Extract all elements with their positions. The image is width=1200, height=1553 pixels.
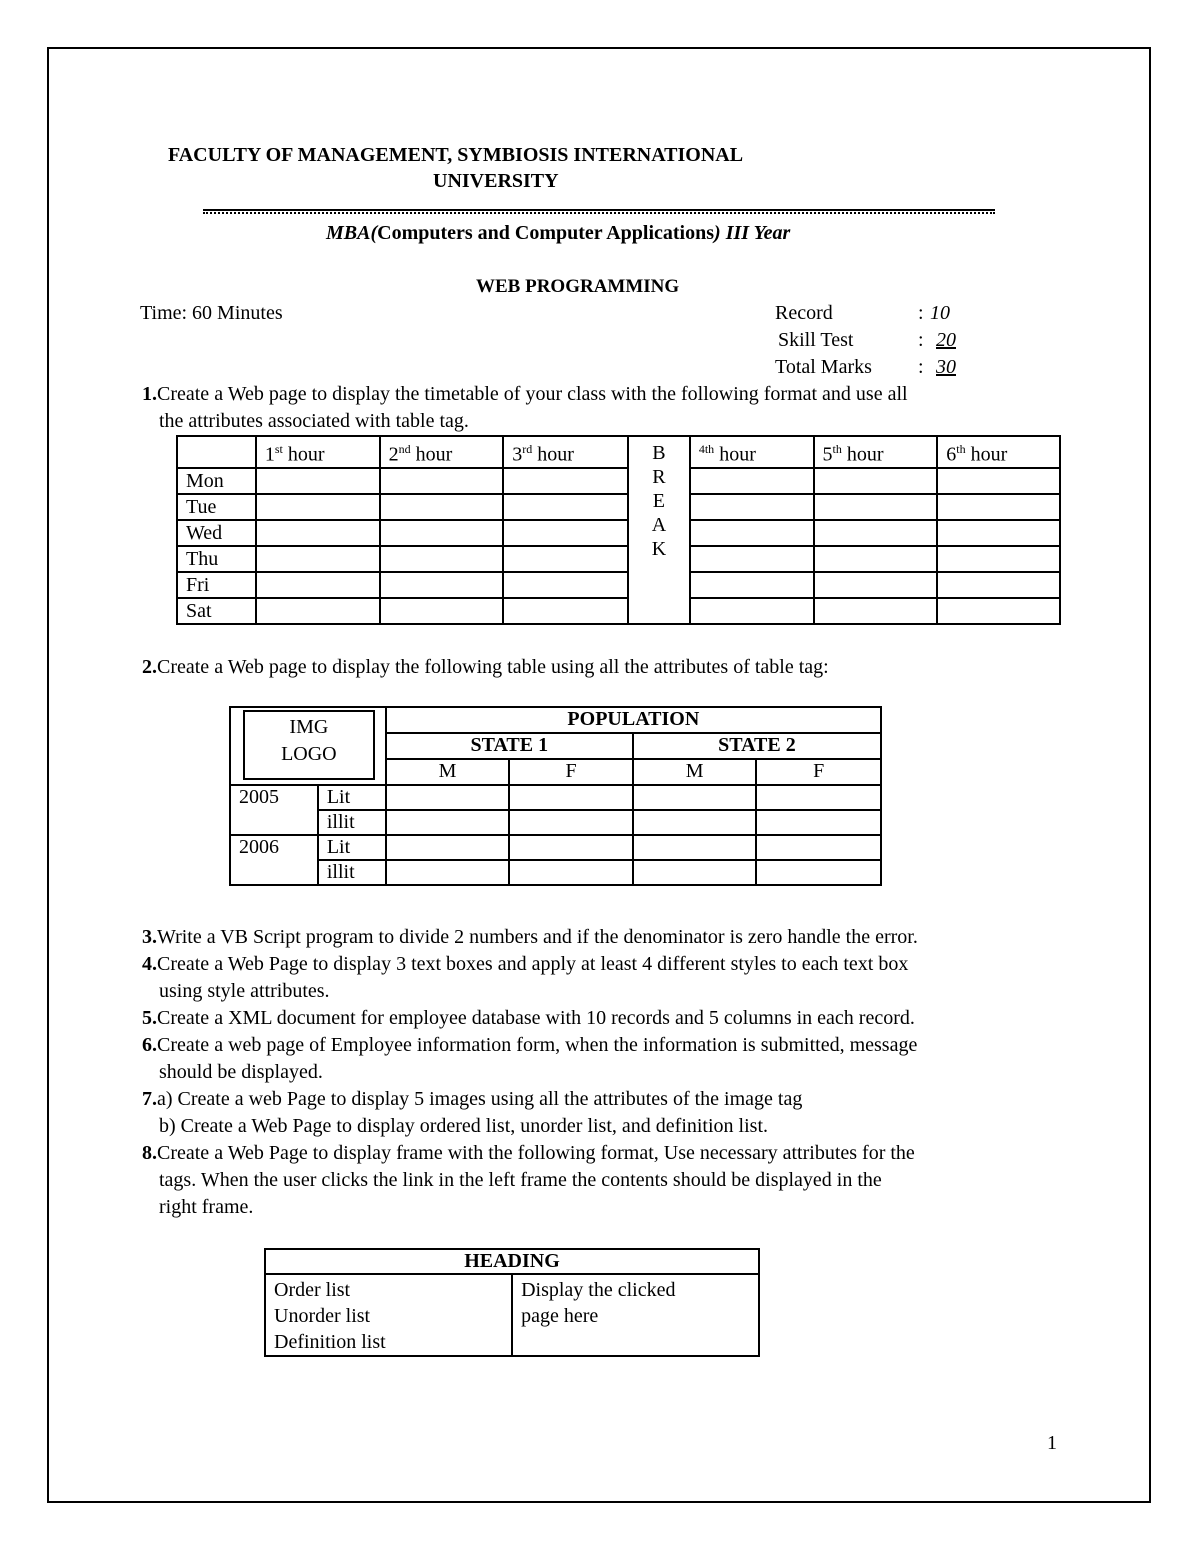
- question-text: a) Create a web Page to display 5 images using all the attributes of the image tag: [157, 1088, 803, 1110]
- frame-link: Order list: [274, 1279, 351, 1301]
- question-number: 8.: [142, 1142, 157, 1164]
- header-divider: [203, 209, 995, 214]
- timetable-header-row: [177, 436, 1060, 468]
- table-row: [177, 468, 1060, 494]
- question-text: b) Create a Web Page to display ordered list, unorder list, and definition list.: [159, 1115, 768, 1137]
- gender-header: M: [386, 759, 510, 785]
- hour-header: 6th hour: [937, 436, 1060, 468]
- logo-text: IMG: [289, 716, 329, 738]
- timetable: [176, 435, 1061, 625]
- hour-header: 1st hour: [256, 436, 380, 468]
- marks-sep: :: [918, 356, 924, 378]
- state-header: STATE 2: [633, 733, 881, 759]
- university-title: UNIVERSITY: [433, 170, 559, 192]
- hour-header: 3rd hour: [503, 436, 628, 468]
- img-logo-placeholder: [243, 710, 375, 780]
- population-table: [229, 706, 882, 886]
- question-text: Write a VB Script program to divide 2 numbers and if the denominator is zero handle the error.: [157, 926, 918, 948]
- year-cell: 2006: [230, 835, 318, 885]
- table-row: [177, 572, 1060, 598]
- table-row: [230, 785, 881, 810]
- table-row: [177, 546, 1060, 572]
- right-frame: [512, 1274, 759, 1356]
- faculty-title: FACULTY OF MANAGEMENT, SYMBIOSIS INTERNATIONAL: [168, 144, 744, 166]
- question-text: the attributes associated with table tag.: [159, 410, 469, 432]
- marks-value-record: [930, 302, 966, 325]
- question-text: Create a XML document for employee database with 10 records and 5 columns in each record.: [157, 1007, 915, 1029]
- program-title: [326, 222, 790, 245]
- marks-sep: :: [918, 329, 924, 351]
- frame-link: Definition list: [274, 1331, 386, 1353]
- question-number: 7.: [142, 1088, 157, 1110]
- marks-value-total: [926, 356, 972, 379]
- question-text: tags. When the user clicks the link in the left frame the contents should be displayed in the: [159, 1169, 882, 1191]
- img-logo-cell: [230, 707, 386, 785]
- table-row: [230, 835, 881, 860]
- gender-header: M: [633, 759, 757, 785]
- day-cell: Fri: [177, 572, 256, 598]
- right-frame-text: page here: [521, 1305, 599, 1327]
- question-text: Create a Web Page to display 3 text boxes and apply at least 4 different styles to each text box: [157, 953, 909, 975]
- frame-link: Unorder list: [274, 1305, 371, 1327]
- left-frame: [265, 1274, 512, 1356]
- marks-label-skill: Skill Test: [778, 329, 854, 351]
- question-text: Create a Web page to display the following table using all the attributes of table tag:: [157, 656, 829, 678]
- kind-cell: Lit: [318, 785, 386, 810]
- kind-cell: Lit: [318, 835, 386, 860]
- frame-heading-row: [265, 1249, 759, 1274]
- right-frame-text: Display the clicked: [521, 1279, 676, 1301]
- question-text: using style attributes.: [159, 980, 330, 1002]
- question-text: should be displayed.: [159, 1061, 323, 1083]
- break-letter: R: [652, 466, 666, 488]
- frame-heading: HEADING: [265, 1249, 759, 1274]
- question-number: 6.: [142, 1034, 157, 1056]
- table-row: [230, 860, 881, 885]
- program-year: ) III Year: [714, 222, 791, 244]
- marks-sep: :: [918, 302, 924, 324]
- state-header: STATE 1: [386, 733, 633, 759]
- frame-content-row: [265, 1274, 759, 1356]
- question-text: Create a web page of Employee information form, when the information is submitted, message: [157, 1034, 918, 1056]
- question-number: 1.: [142, 383, 157, 405]
- break-letter: A: [651, 514, 667, 536]
- question-text: right frame.: [159, 1196, 254, 1218]
- logo-text: LOGO: [281, 743, 337, 765]
- hour-header: 5th hour: [814, 436, 938, 468]
- question-number: 5.: [142, 1007, 157, 1029]
- question-number: 3.: [142, 926, 157, 948]
- table-row: [230, 810, 881, 835]
- table-row: [177, 598, 1060, 624]
- question-number: 2.: [142, 656, 157, 678]
- marks-label-record: Record: [775, 302, 833, 324]
- gender-header: F: [509, 759, 633, 785]
- hour-header: 2nd hour: [380, 436, 504, 468]
- hour-header: $^{4th}$ hour: [690, 436, 814, 468]
- break-letter: E: [652, 490, 666, 512]
- population-header-row: [230, 707, 881, 733]
- program-prefix: MBA(: [326, 222, 378, 244]
- question-text: Create a Web Page to display frame with the following format, Use necessary attributes for the: [157, 1142, 915, 1164]
- day-cell: Thu: [177, 546, 256, 572]
- question-text: Create a Web page to display the timetable of your class with the following format and use all: [157, 383, 908, 405]
- day-cell: Mon: [177, 468, 256, 494]
- break-column: [628, 436, 690, 624]
- table-row: [177, 494, 1060, 520]
- kind-cell: illit: [318, 810, 386, 835]
- year-cell: 2005: [230, 785, 318, 835]
- day-cell: Sat: [177, 598, 256, 624]
- record-value: 10: [930, 302, 950, 324]
- break-letter: B: [652, 442, 666, 464]
- time-allowed: Time: 60 Minutes: [140, 302, 283, 324]
- program-name: Computers and Computer Applications: [377, 222, 715, 244]
- day-cell: Wed: [177, 520, 256, 546]
- frame-layout-table: [264, 1248, 760, 1357]
- gender-header: F: [756, 759, 881, 785]
- break-letter: K: [651, 538, 667, 560]
- total-value: 30: [936, 356, 956, 378]
- table-row: [177, 520, 1060, 546]
- question-number: 4.: [142, 953, 157, 975]
- subject-title: WEB PROGRAMMING: [476, 276, 680, 297]
- day-cell: Tue: [177, 494, 256, 520]
- page-number: 1: [1047, 1432, 1057, 1454]
- population-header: POPULATION: [386, 707, 881, 733]
- corner-cell: [177, 436, 256, 468]
- marks-value-skill: [926, 329, 972, 352]
- marks-label-total: Total Marks: [775, 356, 872, 378]
- kind-cell: illit: [318, 860, 386, 885]
- skill-value: 20: [936, 329, 956, 351]
